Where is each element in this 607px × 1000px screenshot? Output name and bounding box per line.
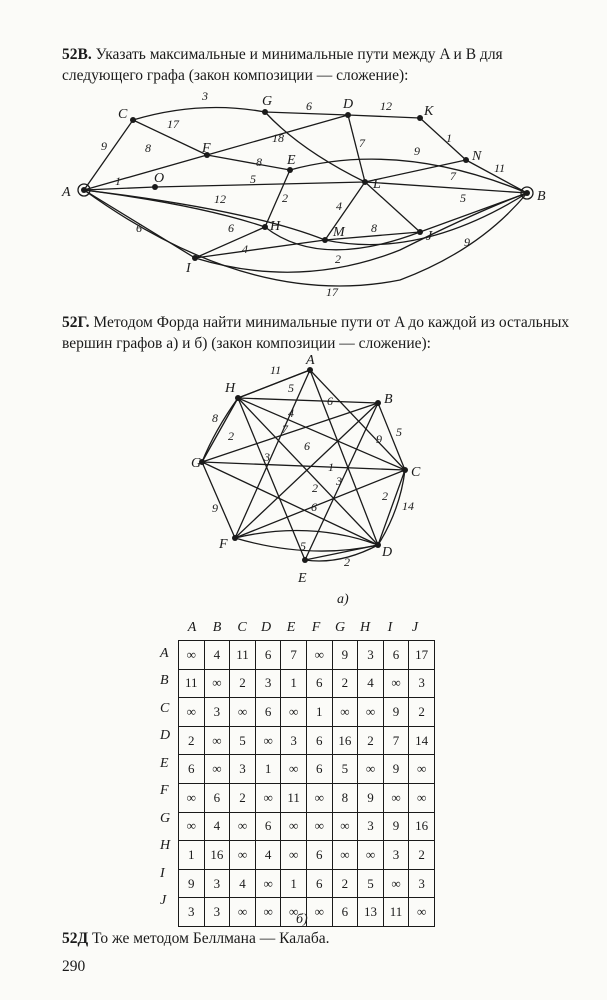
matrix-cell: 3 xyxy=(409,669,435,698)
matrix-cell: 9 xyxy=(332,641,358,670)
vertex-label: D xyxy=(343,97,354,112)
weight-label: 3 xyxy=(202,89,208,103)
weight-label: 6 xyxy=(228,221,234,235)
weight-label: 2 xyxy=(382,489,388,503)
graph-a-nodes xyxy=(199,367,408,563)
matrix-cell: 3 xyxy=(204,869,230,898)
matrix-cell: ∞ xyxy=(332,841,358,870)
matrix-row xyxy=(179,669,435,698)
weight-label: 6 xyxy=(136,221,142,235)
vertex-label: N xyxy=(472,149,482,164)
weight-label: 3 xyxy=(336,474,342,488)
weight-label: 1 xyxy=(115,174,121,188)
column-header: F xyxy=(311,620,321,635)
matrix-cell: ∞ xyxy=(306,783,332,812)
weight-label: 3 xyxy=(264,450,270,464)
matrix-cell: ∞ xyxy=(281,698,307,727)
row-header: B xyxy=(160,673,169,688)
weight-label: 4 xyxy=(242,242,248,256)
weight-label: 1 xyxy=(328,460,334,474)
matrix-row xyxy=(179,812,435,841)
matrix-cell: 4 xyxy=(204,641,230,670)
vertex-label: A xyxy=(306,353,315,368)
matrix-cell: 16 xyxy=(204,841,230,870)
matrix-cell: 9 xyxy=(358,783,384,812)
matrix-cell: 3 xyxy=(358,812,384,841)
row-header: A xyxy=(160,646,169,661)
problem-52v-number: 52В. xyxy=(62,46,92,63)
matrix-cell: 16 xyxy=(332,726,358,755)
matrix-cell: ∞ xyxy=(281,841,307,870)
row-header: D xyxy=(160,728,171,743)
matrix-cell: 6 xyxy=(383,641,409,670)
column-header: C xyxy=(237,620,247,635)
matrix-cell: 4 xyxy=(358,669,384,698)
matrix-cell: ∞ xyxy=(179,698,205,727)
matrix-cell: 1 xyxy=(306,698,332,727)
weight-label: 11 xyxy=(270,363,282,377)
matrix-cell: 1 xyxy=(255,755,281,784)
vertex-label: J xyxy=(426,229,433,244)
graph-1-weights xyxy=(101,89,505,299)
vertex-label: H xyxy=(270,219,281,234)
matrix-cell: 9 xyxy=(383,812,409,841)
matrix-cell: 2 xyxy=(358,726,384,755)
matrix-cell: 5 xyxy=(230,726,256,755)
matrix-cell: ∞ xyxy=(255,869,281,898)
vertex-label: G xyxy=(262,94,273,109)
column-header: B xyxy=(212,620,222,635)
vertex-label: O xyxy=(154,171,165,186)
column-header: I xyxy=(387,620,393,635)
matrix-cell: ∞ xyxy=(179,812,205,841)
matrix-cell: ∞ xyxy=(358,841,384,870)
matrix-cell: 2 xyxy=(409,841,435,870)
weight-label: 1 xyxy=(446,131,452,145)
matrix-cell: 3 xyxy=(358,641,384,670)
weight-label: 5 xyxy=(396,425,402,439)
matrix-cell: 6 xyxy=(306,869,332,898)
weight-label: 2 xyxy=(282,191,288,205)
matrix-cell: 4 xyxy=(255,841,281,870)
matrix-cell: 16 xyxy=(409,812,435,841)
matrix-cell: ∞ xyxy=(409,783,435,812)
matrix-cell: 3 xyxy=(230,755,256,784)
matrix-cell: 2 xyxy=(179,726,205,755)
matrix-cell: ∞ xyxy=(255,783,281,812)
weight-label: 9 xyxy=(376,432,382,446)
vertex-label: D xyxy=(382,545,393,560)
matrix-cell: ∞ xyxy=(204,755,230,784)
matrix-cell: ∞ xyxy=(332,812,358,841)
matrix-cell: 6 xyxy=(255,698,281,727)
column-header: J xyxy=(411,620,419,635)
problem-52d-text: То же методом Беллмана — Калаба. xyxy=(88,930,330,947)
weight-label: 6 xyxy=(306,99,312,113)
matrix-cell: 4 xyxy=(204,812,230,841)
weight-label: 4 xyxy=(336,199,342,213)
matrix-cell: 17 xyxy=(409,641,435,670)
matrix-cell: 6 xyxy=(204,783,230,812)
weight-label: 6 xyxy=(327,394,333,408)
column-header: H xyxy=(359,620,371,635)
matrix-cell: ∞ xyxy=(230,898,256,927)
weight-label: 9 xyxy=(101,139,107,153)
weight-label: 18 xyxy=(272,131,284,145)
column-header: G xyxy=(334,620,346,635)
column-header: E xyxy=(286,620,296,635)
weight-label: 8 xyxy=(256,155,262,169)
weight-label: 17 xyxy=(326,285,338,299)
vertex-label: K xyxy=(424,104,434,119)
weight-label: 11 xyxy=(494,161,506,175)
weight-label: 8 xyxy=(212,411,218,425)
matrix-cell: 3 xyxy=(255,669,281,698)
matrix-cell: 9 xyxy=(383,755,409,784)
weight-label: 9 xyxy=(414,144,420,158)
weight-label: 7 xyxy=(450,169,456,183)
vertex-label: E xyxy=(298,571,307,586)
matrix-cell: ∞ xyxy=(332,698,358,727)
vertex-label: I xyxy=(186,261,191,276)
weight-label: 9 xyxy=(464,235,470,249)
matrix-cell: ∞ xyxy=(358,755,384,784)
matrix-cell: ∞ xyxy=(255,898,281,927)
matrix-cell: 2 xyxy=(332,669,358,698)
column-header: D xyxy=(260,620,272,635)
matrix-cell: 2 xyxy=(230,669,256,698)
weight-label: 6 xyxy=(304,439,310,453)
matrix-cell: 2 xyxy=(409,698,435,727)
problem-52v-text: Указать максимальные и минимальные пути между A и B для следующего графа (закон композиции — сложение): xyxy=(62,46,503,84)
weight-label: 17 xyxy=(167,117,179,131)
vertex-label: H xyxy=(225,381,236,396)
matrix-cell: 4 xyxy=(230,869,256,898)
matrix-cell: ∞ xyxy=(204,726,230,755)
row-header: F xyxy=(160,783,169,798)
matrix-row xyxy=(179,841,435,870)
matrix-cell: 14 xyxy=(409,726,435,755)
matrix-cell: 6 xyxy=(306,841,332,870)
matrix-cell: 5 xyxy=(332,755,358,784)
vertex-label: C xyxy=(411,465,421,480)
matrix-cell: 6 xyxy=(306,755,332,784)
matrix-cell: 11 xyxy=(179,669,205,698)
matrix-cell: ∞ xyxy=(306,641,332,670)
matrix-cell: ∞ xyxy=(204,669,230,698)
matrix-cell: ∞ xyxy=(409,898,435,927)
graph-a-edges xyxy=(202,370,405,561)
matrix-cell: ∞ xyxy=(255,726,281,755)
weight-label: 7 xyxy=(359,136,365,150)
matrix-cell: ∞ xyxy=(306,812,332,841)
matrix-cell: ∞ xyxy=(306,898,332,927)
problem-52g-number: 52Г. xyxy=(62,314,90,331)
matrix-cell: 6 xyxy=(306,669,332,698)
vertex-label: G xyxy=(191,456,202,471)
weight-label: 6 xyxy=(311,500,317,514)
matrix-cell: ∞ xyxy=(230,812,256,841)
row-header: H xyxy=(160,838,171,853)
matrix-cell: 3 xyxy=(204,698,230,727)
matrix-row xyxy=(179,641,435,670)
matrix-row xyxy=(179,755,435,784)
matrix-cell: 3 xyxy=(179,898,205,927)
row-header: J xyxy=(160,893,167,908)
matrix-cell: ∞ xyxy=(358,698,384,727)
vertex-label: C xyxy=(118,107,128,122)
problem-52g-text: Методом Форда найти минимальные пути от A до каждой из остальных вершин графов а) и б) (закон композиции — сложение): xyxy=(62,314,570,352)
weight-label: 5 xyxy=(250,172,256,186)
matrix-cell: 6 xyxy=(255,812,281,841)
weight-label: 8 xyxy=(145,141,151,155)
vertex-label: M xyxy=(333,225,345,240)
graph-a-caption: а) xyxy=(337,592,349,607)
matrix-cell: 9 xyxy=(383,698,409,727)
row-header: E xyxy=(160,756,169,771)
matrix-cell: 5 xyxy=(358,869,384,898)
matrix-cell: ∞ xyxy=(383,669,409,698)
matrix-caption: б) xyxy=(296,912,308,927)
vertex-label: B xyxy=(537,189,546,204)
matrix-row xyxy=(179,783,435,812)
weight-label: 12 xyxy=(380,99,392,113)
problem-52d-number: 52Д xyxy=(62,930,89,947)
matrix-cell: ∞ xyxy=(230,841,256,870)
matrix-cell: ∞ xyxy=(281,755,307,784)
matrix-cell: 11 xyxy=(383,898,409,927)
matrix-cell: 2 xyxy=(332,869,358,898)
weight-label: 5 xyxy=(460,191,466,205)
weight-label: 2 xyxy=(312,481,318,495)
matrix-row xyxy=(179,869,435,898)
matrix-cell: 6 xyxy=(306,726,332,755)
problem-52d xyxy=(62,930,329,948)
matrix-cell: ∞ xyxy=(409,755,435,784)
matrix-cell: ∞ xyxy=(383,869,409,898)
matrix-cell: ∞ xyxy=(230,698,256,727)
weight-label: 8 xyxy=(371,221,377,235)
distance-matrix xyxy=(178,640,435,927)
matrix-cell: ∞ xyxy=(281,812,307,841)
matrix-cell: 6 xyxy=(255,641,281,670)
weight-label: 5 xyxy=(288,381,294,395)
vertex-label: E xyxy=(287,153,296,168)
row-header: I xyxy=(160,866,165,881)
matrix-row xyxy=(179,726,435,755)
matrix-cell: 2 xyxy=(230,783,256,812)
matrix-cell: 3 xyxy=(383,841,409,870)
column-header: A xyxy=(187,620,197,635)
matrix-cell: 1 xyxy=(281,669,307,698)
weight-label: 2 xyxy=(335,252,341,266)
weight-label: 2 xyxy=(344,555,350,569)
graph-a xyxy=(191,353,421,586)
vertex-label: F xyxy=(219,537,228,552)
row-header: C xyxy=(160,701,170,716)
matrix-cell: 3 xyxy=(409,869,435,898)
vertex-label: B xyxy=(384,392,393,407)
matrix-cell: ∞ xyxy=(179,641,205,670)
matrix-cell: 3 xyxy=(281,726,307,755)
matrix-cell: 3 xyxy=(204,898,230,927)
matrix-cell: 1 xyxy=(281,869,307,898)
weight-label: 9 xyxy=(212,501,218,515)
matrix-cell: 1 xyxy=(179,841,205,870)
vertex-label: L xyxy=(373,177,381,192)
weight-label: 4 xyxy=(288,406,294,420)
matrix-cell: 6 xyxy=(179,755,205,784)
matrix-cell: 6 xyxy=(332,898,358,927)
matrix-cell: ∞ xyxy=(281,898,307,927)
weight-label: 12 xyxy=(214,192,226,206)
matrix-cell: 13 xyxy=(358,898,384,927)
vertex-label: A xyxy=(62,185,71,200)
graph-1 xyxy=(61,89,546,299)
matrix-cell: ∞ xyxy=(383,783,409,812)
matrix-row xyxy=(179,698,435,727)
matrix-cell: 11 xyxy=(230,641,256,670)
weight-label: 7 xyxy=(282,422,288,436)
vertex-label: F xyxy=(202,141,211,156)
matrix-cell: 8 xyxy=(332,783,358,812)
row-header: G xyxy=(160,811,171,826)
matrix-cell: ∞ xyxy=(179,783,205,812)
weight-label: 14 xyxy=(402,499,414,513)
weight-label: 5 xyxy=(300,539,306,553)
matrix-cell: 7 xyxy=(281,641,307,670)
matrix-cell: 11 xyxy=(281,783,307,812)
page-number: 290 xyxy=(62,958,86,975)
matrix-cell: 9 xyxy=(179,869,205,898)
matrix-cell: 7 xyxy=(383,726,409,755)
weight-label: 2 xyxy=(228,429,234,443)
